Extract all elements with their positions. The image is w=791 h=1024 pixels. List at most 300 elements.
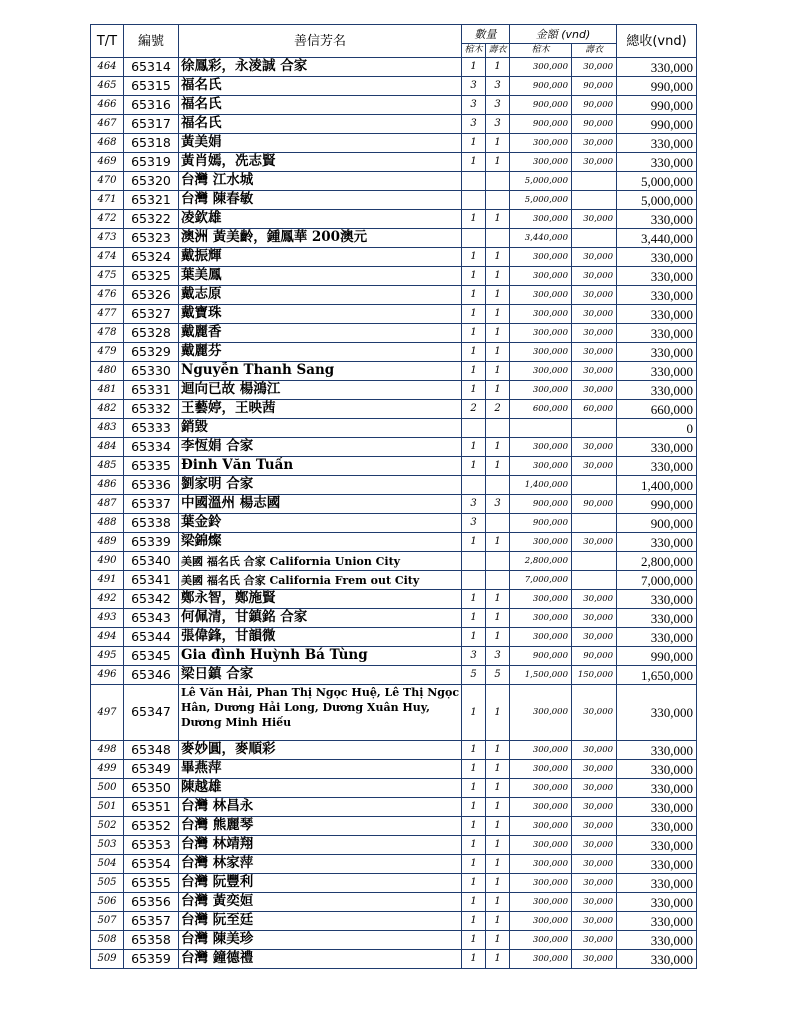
table-row [91, 552, 697, 571]
row-qty-clothes: 1 [486, 817, 510, 836]
row-code: 65319 [124, 153, 179, 172]
row-code: 65335 [124, 457, 179, 476]
row-tt: 483 [91, 419, 124, 438]
row-qty-coffin: 1 [462, 817, 486, 836]
row-tt: 465 [91, 77, 124, 96]
row-amt-coffin: 300,000 [510, 609, 572, 628]
row-qty-clothes: 1 [486, 267, 510, 286]
header-qty-coffin: 棺木 [462, 44, 486, 58]
row-total: 1,400,000 [617, 476, 697, 495]
table-row [91, 343, 697, 362]
row-qty-coffin: 1 [462, 248, 486, 267]
row-qty-coffin [462, 552, 486, 571]
row-qty-coffin: 1 [462, 950, 486, 969]
row-tt: 474 [91, 248, 124, 267]
row-code: 65357 [124, 912, 179, 931]
row-tt: 504 [91, 855, 124, 874]
row-amt-clothes: 30,000 [572, 305, 617, 324]
row-tt: 508 [91, 931, 124, 950]
row-total: 990,000 [617, 96, 697, 115]
row-amt-coffin: 300,000 [510, 438, 572, 457]
row-amt-coffin: 300,000 [510, 855, 572, 874]
row-tt: 480 [91, 362, 124, 381]
row-code: 65314 [124, 58, 179, 77]
row-code: 65358 [124, 931, 179, 950]
table-row [91, 248, 697, 267]
row-qty-coffin: 5 [462, 666, 486, 685]
row-donor-name: 李恆娟 合家 [179, 438, 462, 457]
table-row [91, 96, 697, 115]
row-qty-clothes: 3 [486, 115, 510, 134]
header-donor-name: 善信芳名 [179, 25, 462, 58]
row-donor-name: 台灣 陳美珍 [179, 931, 462, 950]
row-tt: 507 [91, 912, 124, 931]
row-tt: 467 [91, 115, 124, 134]
row-amt-coffin: 5,000,000 [510, 172, 572, 191]
row-amt-clothes [572, 229, 617, 248]
row-amt-clothes: 90,000 [572, 115, 617, 134]
row-qty-clothes: 1 [486, 609, 510, 628]
row-amt-coffin: 300,000 [510, 590, 572, 609]
row-qty-coffin: 1 [462, 609, 486, 628]
row-qty-clothes [486, 552, 510, 571]
row-donor-name: 梁錦燦 [179, 533, 462, 552]
table-row [91, 362, 697, 381]
row-code: 65333 [124, 419, 179, 438]
row-qty-clothes [486, 172, 510, 191]
row-amt-coffin: 300,000 [510, 874, 572, 893]
row-code: 65320 [124, 172, 179, 191]
row-amt-clothes: 30,000 [572, 210, 617, 229]
row-tt: 499 [91, 760, 124, 779]
row-qty-coffin: 1 [462, 874, 486, 893]
table-row [91, 685, 697, 741]
row-total: 330,000 [617, 58, 697, 77]
row-amt-coffin: 900,000 [510, 514, 572, 533]
row-qty-clothes: 3 [486, 96, 510, 115]
row-total: 990,000 [617, 77, 697, 96]
row-donor-name: Nguyễn Thanh Sang [179, 362, 462, 381]
row-tt: 496 [91, 666, 124, 685]
row-qty-coffin: 1 [462, 324, 486, 343]
row-qty-coffin [462, 476, 486, 495]
row-code: 65334 [124, 438, 179, 457]
row-total: 330,000 [617, 248, 697, 267]
row-tt: 486 [91, 476, 124, 495]
row-qty-clothes: 1 [486, 950, 510, 969]
row-qty-clothes: 1 [486, 210, 510, 229]
row-qty-coffin: 1 [462, 590, 486, 609]
row-amt-clothes [572, 514, 617, 533]
row-total: 7,000,000 [617, 571, 697, 590]
row-code: 65341 [124, 571, 179, 590]
row-total: 330,000 [617, 381, 697, 400]
row-code: 65345 [124, 647, 179, 666]
row-amt-clothes: 30,000 [572, 741, 617, 760]
row-donor-name: 葉金鈴 [179, 514, 462, 533]
row-qty-coffin: 3 [462, 77, 486, 96]
row-qty-coffin: 1 [462, 760, 486, 779]
row-amt-clothes: 30,000 [572, 931, 617, 950]
row-code: 65356 [124, 893, 179, 912]
row-qty-coffin [462, 229, 486, 248]
row-qty-clothes: 1 [486, 628, 510, 647]
row-code: 65318 [124, 134, 179, 153]
header-total: 總收(vnd) [617, 25, 697, 58]
row-amt-coffin: 900,000 [510, 96, 572, 115]
row-donor-name: 張偉鋒，甘韻微 [179, 628, 462, 647]
row-code: 65354 [124, 855, 179, 874]
row-amt-coffin: 300,000 [510, 58, 572, 77]
row-amt-clothes: 30,000 [572, 286, 617, 305]
table-row [91, 817, 697, 836]
row-tt: 472 [91, 210, 124, 229]
row-amt-clothes: 30,000 [572, 760, 617, 779]
row-amt-clothes: 30,000 [572, 874, 617, 893]
row-amt-coffin: 300,000 [510, 343, 572, 362]
table-row [91, 58, 697, 77]
row-total: 330,000 [617, 760, 697, 779]
row-amt-coffin: 300,000 [510, 741, 572, 760]
row-qty-coffin: 1 [462, 457, 486, 476]
row-code: 65346 [124, 666, 179, 685]
row-amt-coffin: 300,000 [510, 381, 572, 400]
row-total: 330,000 [617, 590, 697, 609]
row-qty-clothes: 2 [486, 400, 510, 419]
table-row [91, 229, 697, 248]
row-code: 65326 [124, 286, 179, 305]
row-code: 65332 [124, 400, 179, 419]
row-qty-coffin: 1 [462, 381, 486, 400]
table-row [91, 590, 697, 609]
row-total: 330,000 [617, 836, 697, 855]
row-amt-coffin: 900,000 [510, 647, 572, 666]
row-tt: 481 [91, 381, 124, 400]
row-amt-clothes [572, 191, 617, 210]
row-total: 330,000 [617, 286, 697, 305]
row-tt: 503 [91, 836, 124, 855]
row-qty-clothes: 1 [486, 590, 510, 609]
table-row [91, 533, 697, 552]
row-total: 660,000 [617, 400, 697, 419]
row-total: 330,000 [617, 798, 697, 817]
row-code: 65338 [124, 514, 179, 533]
row-donor-name: 澳洲 黃美齡，鍾鳳華 200澳元 [179, 229, 462, 248]
row-code: 65340 [124, 552, 179, 571]
row-qty-clothes: 1 [486, 286, 510, 305]
row-amt-clothes: 30,000 [572, 590, 617, 609]
row-amt-coffin: 300,000 [510, 134, 572, 153]
row-donor-name: 美國 福名氏 合家 California Union City [179, 552, 462, 571]
row-donor-name: 陳越雄 [179, 779, 462, 798]
row-qty-coffin: 1 [462, 893, 486, 912]
row-amt-coffin: 300,000 [510, 817, 572, 836]
row-amt-clothes: 30,000 [572, 248, 617, 267]
header-qty-clothes: 壽衣 [486, 44, 510, 58]
row-qty-clothes: 1 [486, 438, 510, 457]
row-amt-coffin: 300,000 [510, 836, 572, 855]
table-row [91, 457, 697, 476]
row-amt-clothes [572, 476, 617, 495]
table-row [91, 191, 697, 210]
row-qty-clothes: 1 [486, 912, 510, 931]
row-amt-coffin: 2,800,000 [510, 552, 572, 571]
row-qty-clothes: 1 [486, 779, 510, 798]
row-code: 65339 [124, 533, 179, 552]
row-donor-name: 徐鳳彩，永淩誠 合家 [179, 58, 462, 77]
row-total: 330,000 [617, 855, 697, 874]
row-amt-clothes: 30,000 [572, 950, 617, 969]
row-code: 65352 [124, 817, 179, 836]
row-qty-clothes: 1 [486, 324, 510, 343]
row-donor-name: 王藝婷，王映茜 [179, 400, 462, 419]
table-row [91, 666, 697, 685]
row-total: 5,000,000 [617, 172, 697, 191]
row-donor-name: 台灣 江水城 [179, 172, 462, 191]
row-tt: 471 [91, 191, 124, 210]
row-amt-coffin: 300,000 [510, 685, 572, 741]
table-row [91, 400, 697, 419]
row-qty-clothes: 3 [486, 77, 510, 96]
row-tt: 466 [91, 96, 124, 115]
row-tt: 509 [91, 950, 124, 969]
row-total: 330,000 [617, 609, 697, 628]
row-qty-clothes: 1 [486, 248, 510, 267]
row-amt-coffin: 300,000 [510, 153, 572, 172]
row-total: 5,000,000 [617, 191, 697, 210]
row-qty-coffin: 1 [462, 286, 486, 305]
row-amt-clothes: 90,000 [572, 96, 617, 115]
row-qty-coffin: 1 [462, 438, 486, 457]
header-amt-clothes: 壽衣 [572, 44, 617, 58]
table-row [91, 798, 697, 817]
table-row [91, 438, 697, 457]
row-total: 330,000 [617, 533, 697, 552]
row-qty-clothes: 1 [486, 760, 510, 779]
row-amt-clothes: 30,000 [572, 153, 617, 172]
table-row [91, 476, 697, 495]
row-code: 65348 [124, 741, 179, 760]
row-amt-coffin: 300,000 [510, 457, 572, 476]
row-tt: 490 [91, 552, 124, 571]
row-code: 65351 [124, 798, 179, 817]
row-code: 65328 [124, 324, 179, 343]
row-amt-coffin: 300,000 [510, 305, 572, 324]
row-code: 65325 [124, 267, 179, 286]
row-qty-clothes: 3 [486, 495, 510, 514]
row-code: 65347 [124, 685, 179, 741]
row-donor-name: Gia đình Huỳnh Bá Tùng [179, 647, 462, 666]
row-tt: 492 [91, 590, 124, 609]
row-donor-name: 戴寶珠 [179, 305, 462, 324]
table-row [91, 893, 697, 912]
row-total: 330,000 [617, 817, 697, 836]
row-code: 65342 [124, 590, 179, 609]
row-total: 330,000 [617, 267, 697, 286]
header-code: 編號 [124, 25, 179, 58]
row-total: 330,000 [617, 741, 697, 760]
row-donor-name: 凌欽雄 [179, 210, 462, 229]
row-tt: 476 [91, 286, 124, 305]
table-row [91, 912, 697, 931]
row-qty-coffin: 1 [462, 836, 486, 855]
row-amt-coffin: 1,500,000 [510, 666, 572, 685]
table-row [91, 855, 697, 874]
row-amt-clothes [572, 571, 617, 590]
row-amt-coffin: 300,000 [510, 628, 572, 647]
row-donor-name: 台灣 林靖翔 [179, 836, 462, 855]
row-total: 990,000 [617, 495, 697, 514]
row-total: 330,000 [617, 134, 697, 153]
row-qty-coffin: 1 [462, 343, 486, 362]
row-qty-coffin: 1 [462, 533, 486, 552]
row-qty-coffin: 3 [462, 495, 486, 514]
row-amt-coffin: 300,000 [510, 362, 572, 381]
table-row [91, 571, 697, 590]
row-tt: 473 [91, 229, 124, 248]
row-donor-name: 台灣 阮豐利 [179, 874, 462, 893]
row-total: 2,800,000 [617, 552, 697, 571]
row-amt-coffin: 300,000 [510, 267, 572, 286]
row-donor-name: 台灣 黃奕姮 [179, 893, 462, 912]
row-tt: 498 [91, 741, 124, 760]
row-tt: 505 [91, 874, 124, 893]
row-amt-coffin: 3,440,000 [510, 229, 572, 248]
row-amt-coffin: 300,000 [510, 931, 572, 950]
row-qty-coffin [462, 571, 486, 590]
row-code: 65321 [124, 191, 179, 210]
row-amt-clothes: 90,000 [572, 647, 617, 666]
row-qty-clothes [486, 476, 510, 495]
row-total: 330,000 [617, 893, 697, 912]
table-body [91, 58, 697, 969]
row-donor-name: 戴麗芬 [179, 343, 462, 362]
table-row [91, 950, 697, 969]
row-total: 990,000 [617, 115, 697, 134]
row-code: 65359 [124, 950, 179, 969]
row-qty-clothes: 1 [486, 533, 510, 552]
row-code: 65317 [124, 115, 179, 134]
row-total: 330,000 [617, 779, 697, 798]
row-tt: 484 [91, 438, 124, 457]
row-amt-clothes: 30,000 [572, 893, 617, 912]
row-qty-clothes [486, 419, 510, 438]
row-qty-coffin: 1 [462, 153, 486, 172]
row-qty-clothes: 1 [486, 58, 510, 77]
row-amt-coffin: 300,000 [510, 950, 572, 969]
row-qty-clothes: 1 [486, 153, 510, 172]
row-code: 65331 [124, 381, 179, 400]
row-amt-clothes: 30,000 [572, 343, 617, 362]
row-amt-coffin: 300,000 [510, 324, 572, 343]
row-code: 65350 [124, 779, 179, 798]
table-row [91, 741, 697, 760]
row-amt-coffin: 300,000 [510, 248, 572, 267]
row-qty-clothes [486, 571, 510, 590]
row-amt-clothes: 30,000 [572, 324, 617, 343]
row-tt: 488 [91, 514, 124, 533]
row-amt-clothes: 30,000 [572, 457, 617, 476]
row-tt: 495 [91, 647, 124, 666]
row-donor-name: 黃美娟 [179, 134, 462, 153]
row-qty-coffin: 1 [462, 362, 486, 381]
row-donor-name: 福名氏 [179, 115, 462, 134]
row-qty-clothes: 3 [486, 647, 510, 666]
row-qty-coffin: 1 [462, 798, 486, 817]
row-amt-clothes: 30,000 [572, 134, 617, 153]
row-qty-coffin: 2 [462, 400, 486, 419]
row-qty-coffin: 1 [462, 931, 486, 950]
row-amt-coffin [510, 419, 572, 438]
row-donor-name: 戴振輝 [179, 248, 462, 267]
row-total: 1,650,000 [617, 666, 697, 685]
row-donor-name: 美國 福名氏 合家 California Frem out City [179, 571, 462, 590]
row-code: 65327 [124, 305, 179, 324]
row-amt-clothes: 30,000 [572, 58, 617, 77]
row-qty-clothes: 1 [486, 874, 510, 893]
row-tt: 470 [91, 172, 124, 191]
row-donor-name: 台灣 熊麗琴 [179, 817, 462, 836]
table-row [91, 628, 697, 647]
row-amt-coffin: 300,000 [510, 533, 572, 552]
table-row [91, 77, 697, 96]
row-tt: 500 [91, 779, 124, 798]
row-donor-name: 台灣 林家萍 [179, 855, 462, 874]
row-total: 330,000 [617, 457, 697, 476]
table-row [91, 779, 697, 798]
row-code: 65330 [124, 362, 179, 381]
row-tt: 478 [91, 324, 124, 343]
table-row [91, 286, 697, 305]
table-row [91, 647, 697, 666]
row-qty-clothes: 1 [486, 741, 510, 760]
row-amt-clothes: 30,000 [572, 779, 617, 798]
row-qty-clothes: 1 [486, 836, 510, 855]
row-total: 330,000 [617, 305, 697, 324]
row-donor-name: 何佩清，甘鎮銘 合家 [179, 609, 462, 628]
row-qty-clothes [486, 229, 510, 248]
table-row [91, 760, 697, 779]
row-amt-clothes [572, 172, 617, 191]
row-donor-name: 戴麗香 [179, 324, 462, 343]
row-donor-name: 中國溫州 楊志國 [179, 495, 462, 514]
row-code: 65344 [124, 628, 179, 647]
row-qty-clothes: 1 [486, 685, 510, 741]
table-row [91, 324, 697, 343]
table-row [91, 115, 697, 134]
row-qty-coffin: 3 [462, 96, 486, 115]
row-qty-clothes: 1 [486, 457, 510, 476]
row-total: 3,440,000 [617, 229, 697, 248]
row-tt: 482 [91, 400, 124, 419]
row-qty-clothes [486, 514, 510, 533]
row-amt-coffin: 300,000 [510, 893, 572, 912]
row-qty-coffin: 1 [462, 305, 486, 324]
row-total: 330,000 [617, 438, 697, 457]
row-tt: 494 [91, 628, 124, 647]
row-donor-name: 劉家明 合家 [179, 476, 462, 495]
row-amt-clothes: 30,000 [572, 381, 617, 400]
row-donor-name: 福名氏 [179, 96, 462, 115]
row-donor-name: 黃肖嫣，冼志賢 [179, 153, 462, 172]
row-amt-coffin: 300,000 [510, 798, 572, 817]
row-tt: 468 [91, 134, 124, 153]
table-row [91, 836, 697, 855]
row-tt: 506 [91, 893, 124, 912]
row-amt-clothes: 30,000 [572, 912, 617, 931]
row-qty-clothes: 1 [486, 305, 510, 324]
row-qty-clothes: 5 [486, 666, 510, 685]
